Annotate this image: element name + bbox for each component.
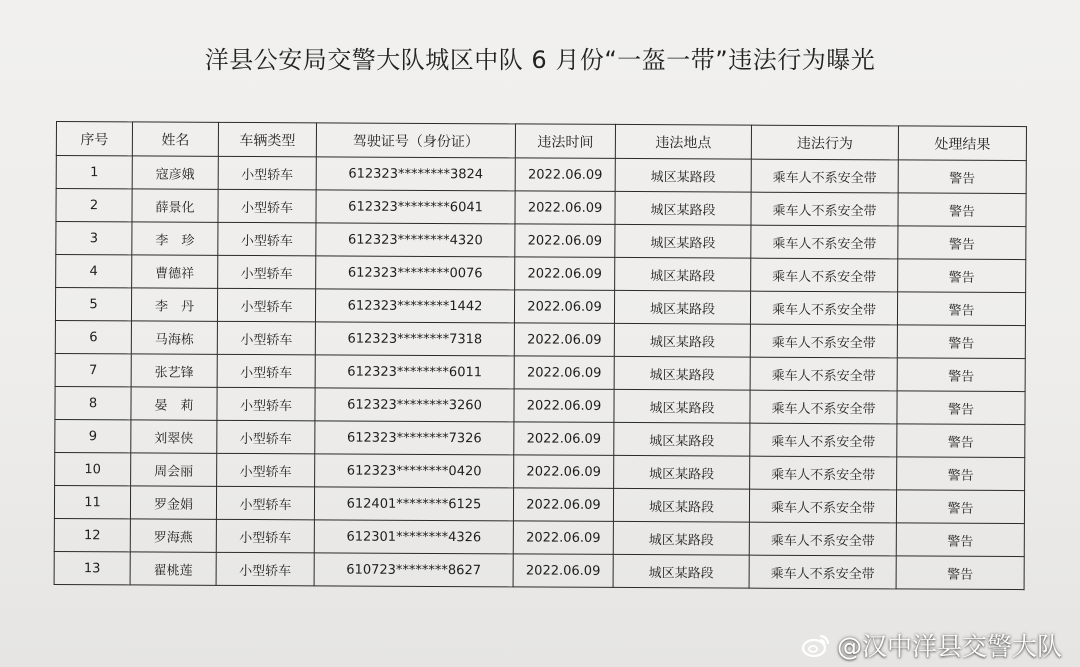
- header-license-id: 驾驶证号（身份证）: [316, 123, 515, 158]
- table-row: [54, 551, 1024, 589]
- violation-table: [54, 121, 1027, 590]
- cell-name: 李 珍: [132, 222, 218, 255]
- cell-index: 12: [54, 518, 130, 551]
- cell-name: 罗海燕: [130, 519, 216, 552]
- cell-index: 10: [55, 452, 131, 485]
- cell-license-id: 612323********3260: [315, 388, 514, 422]
- cell-name: 翟桃莲: [130, 552, 216, 585]
- cell-vehicle-type: 小型轿车: [217, 321, 315, 355]
- cell-result: 警告: [897, 457, 1025, 491]
- cell-name: 曹德祥: [132, 255, 218, 288]
- cell-license-id: 612323********0420: [315, 454, 514, 488]
- cell-result: 警告: [898, 193, 1026, 227]
- header-vehicle-type: 车辆类型: [218, 122, 316, 157]
- header-index: 序号: [56, 122, 132, 156]
- cell-vehicle-type: 小型轿车: [217, 453, 315, 487]
- cell-index: 7: [55, 353, 131, 386]
- cell-vehicle-type: 小型轿车: [218, 222, 316, 256]
- table-row: [55, 320, 1025, 358]
- cell-license-id: 612323********6041: [316, 190, 515, 224]
- cell-license-id: 612323********7326: [315, 421, 514, 455]
- cell-violation-place: 城区某路段: [613, 521, 749, 555]
- cell-name: 周会丽: [131, 453, 217, 486]
- cell-violation-time: 2022.06.09: [515, 191, 615, 225]
- cell-violation-act: 乘车人不系安全带: [750, 423, 897, 457]
- cell-name: 罗金娟: [130, 486, 216, 519]
- table-row: [56, 255, 1026, 293]
- cell-name: 刘翠侠: [131, 420, 217, 453]
- cell-violation-time: 2022.06.09: [513, 488, 613, 522]
- cell-violation-act: 乘车人不系安全带: [750, 324, 897, 358]
- header-violation-act: 违法行为: [751, 125, 898, 160]
- cell-index: 9: [55, 419, 131, 452]
- header-violation-place: 违法地点: [615, 124, 751, 159]
- cell-violation-place: 城区某路段: [614, 290, 750, 324]
- table-header-row: [56, 122, 1026, 161]
- table-row: [54, 485, 1024, 523]
- cell-violation-time: 2022.06.09: [515, 257, 615, 291]
- cell-violation-act: 乘车人不系安全带: [751, 258, 898, 292]
- cell-violation-time: 2022.06.09: [515, 224, 615, 258]
- table-row: [55, 386, 1025, 424]
- cell-violation-act: 乘车人不系安全带: [749, 555, 896, 589]
- cell-violation-time: 2022.06.09: [513, 521, 613, 555]
- cell-license-id: 612323********7318: [315, 322, 514, 356]
- weibo-icon: [801, 632, 831, 658]
- cell-name: 张艺锋: [131, 354, 217, 387]
- table-row: [56, 156, 1026, 194]
- cell-license-id: 610723********8627: [314, 553, 513, 587]
- cell-violation-place: 城区某路段: [613, 554, 749, 588]
- cell-result: 警告: [897, 391, 1025, 425]
- table-row: [55, 419, 1025, 457]
- cell-vehicle-type: 小型轿车: [217, 288, 315, 322]
- cell-violation-act: 乘车人不系安全带: [749, 522, 896, 556]
- table-row: [54, 518, 1024, 556]
- table-row: [56, 222, 1026, 260]
- cell-violation-place: 城区某路段: [614, 389, 750, 423]
- cell-license-id: 612323********0076: [316, 256, 515, 290]
- cell-result: 警告: [896, 556, 1024, 590]
- cell-result: 警告: [897, 358, 1025, 392]
- cell-vehicle-type: 小型轿车: [216, 552, 314, 586]
- cell-vehicle-type: 小型轿车: [218, 156, 316, 190]
- table-row: [56, 189, 1026, 227]
- cell-violation-act: 乘车人不系安全带: [750, 456, 897, 490]
- header-name: 姓名: [132, 122, 218, 156]
- cell-violation-time: 2022.06.09: [515, 158, 615, 192]
- cell-license-id: 612323********1442: [315, 289, 514, 323]
- cell-violation-time: 2022.06.09: [514, 422, 614, 456]
- cell-violation-time: 2022.06.09: [514, 323, 614, 357]
- cell-vehicle-type: 小型轿车: [218, 189, 316, 223]
- cell-violation-place: 城区某路段: [614, 422, 750, 456]
- cell-index: 6: [55, 320, 131, 353]
- cell-violation-act: 乘车人不系安全带: [749, 489, 896, 523]
- cell-vehicle-type: 小型轿车: [217, 354, 315, 388]
- cell-license-id: 612323********4320: [316, 223, 515, 257]
- cell-violation-time: 2022.06.09: [514, 290, 614, 324]
- cell-violation-time: 2022.06.09: [513, 554, 613, 588]
- cell-violation-time: 2022.06.09: [514, 455, 614, 489]
- table-row: [55, 452, 1025, 490]
- cell-name: 马海栋: [131, 321, 217, 354]
- cell-license-id: 612301********4326: [314, 520, 513, 554]
- cell-name: 薛景化: [132, 189, 218, 222]
- cell-violation-place: 城区某路段: [614, 455, 750, 489]
- header-violation-time: 违法时间: [515, 124, 615, 159]
- cell-vehicle-type: 小型轿车: [217, 420, 315, 454]
- cell-violation-place: 城区某路段: [613, 488, 749, 522]
- cell-vehicle-type: 小型轿车: [216, 519, 314, 553]
- cell-violation-act: 乘车人不系安全带: [750, 291, 897, 325]
- cell-index: 13: [54, 551, 130, 584]
- cell-result: 警告: [897, 325, 1025, 359]
- cell-vehicle-type: 小型轿车: [217, 387, 315, 421]
- cell-license-id: 612401********6125: [314, 487, 513, 521]
- cell-result: 警告: [897, 292, 1025, 326]
- cell-violation-act: 乘车人不系安全带: [751, 192, 898, 226]
- table-row: [55, 288, 1025, 326]
- cell-violation-act: 乘车人不系安全带: [750, 357, 897, 391]
- cell-violation-time: 2022.06.09: [514, 356, 614, 390]
- cell-name: 寇彦娥: [132, 156, 218, 189]
- cell-result: 警告: [896, 523, 1024, 557]
- cell-vehicle-type: 小型轿车: [218, 255, 316, 289]
- cell-violation-act: 乘车人不系安全带: [751, 225, 898, 259]
- cell-result: 警告: [898, 259, 1026, 293]
- cell-license-id: 612323********3824: [316, 157, 515, 191]
- cell-violation-place: 城区某路段: [614, 323, 750, 357]
- header-result: 处理结果: [898, 126, 1026, 161]
- cell-violation-time: 2022.06.09: [514, 389, 614, 423]
- cell-result: 警告: [898, 226, 1026, 260]
- cell-violation-place: 城区某路段: [615, 224, 751, 258]
- cell-license-id: 612323********6011: [315, 355, 514, 389]
- cell-index: 11: [54, 485, 130, 518]
- cell-name: 晏 莉: [131, 387, 217, 420]
- cell-index: 3: [56, 222, 132, 255]
- cell-index: 4: [56, 255, 132, 288]
- table-row: [55, 353, 1025, 391]
- watermark: [801, 627, 1062, 663]
- cell-index: 8: [55, 386, 131, 419]
- cell-violation-act: 乘车人不系安全带: [751, 159, 898, 193]
- cell-result: 警告: [897, 424, 1025, 458]
- page-title: 洋县公安局交警大队城区中队 6 月份“一盔一带”违法行为曝光: [204, 46, 876, 74]
- cell-vehicle-type: 小型轿车: [216, 486, 314, 520]
- cell-index: 5: [55, 288, 131, 321]
- cell-violation-place: 城区某路段: [615, 191, 751, 225]
- watermark-text: @汉中洋县交警大队: [836, 632, 1062, 661]
- cell-index: 1: [56, 156, 132, 189]
- cell-result: 警告: [898, 160, 1026, 194]
- cell-result: 警告: [896, 490, 1024, 524]
- cell-name: 李 丹: [131, 288, 217, 321]
- cell-violation-place: 城区某路段: [614, 356, 750, 390]
- cell-violation-place: 城区某路段: [615, 158, 751, 192]
- cell-violation-place: 城区某路段: [615, 257, 751, 291]
- cell-violation-act: 乘车人不系安全带: [750, 390, 897, 424]
- cell-index: 2: [56, 189, 132, 222]
